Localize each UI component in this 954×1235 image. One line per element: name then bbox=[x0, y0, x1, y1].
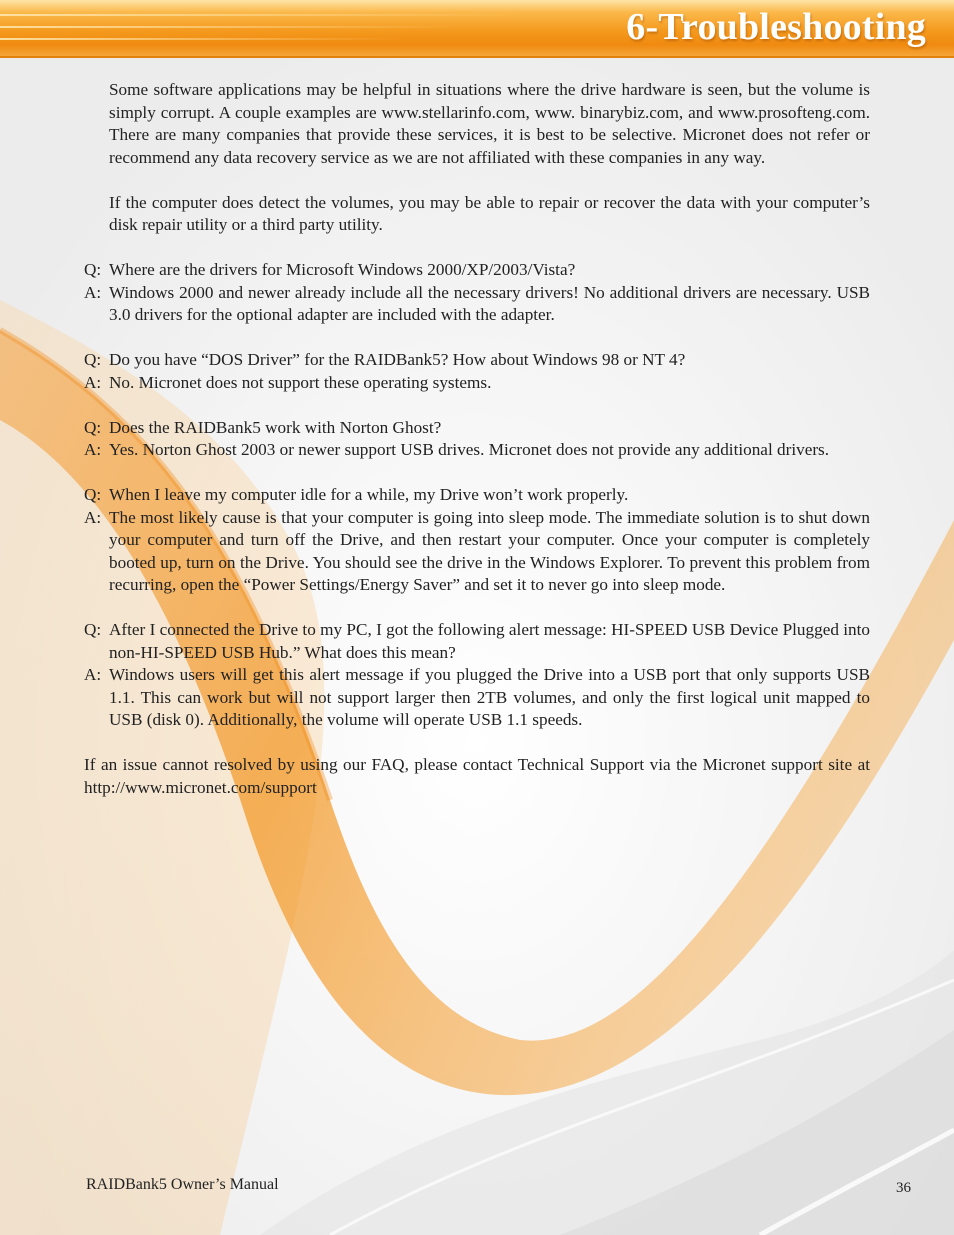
answer-label: A: bbox=[84, 372, 102, 392]
question-label: Q: bbox=[84, 350, 102, 369]
question-label: Q: bbox=[84, 620, 102, 639]
faq-item bbox=[84, 417, 870, 462]
question-text: After I connected the Drive to my PC, I got the following alert message: HI-SPEED USB Device Plugged into non-HI-SPEED USB Hub.” What does this mean? bbox=[109, 620, 870, 662]
intro-paragraph: Some software applications may be helpful in situations where the drive hardware is seen, but the volume is simply corrupt. A couple examples are www.stellarinfo.com, www. binarybiz.com, and www.prosofteng.com. There are many companies that provide these services, it is best to be selective. Micronet does not refer or recommend any data recovery service as we are not affiliated with these companies in any way. bbox=[109, 80, 870, 167]
faq-item bbox=[84, 259, 870, 327]
question-text: When I leave my computer idle for a while, my Drive won’t work properly. bbox=[109, 485, 629, 504]
question-label: Q: bbox=[84, 485, 102, 504]
support-paragraph: If an issue cannot resolved by using our FAQ, please contact Technical Support via the Micronet support site at http://www.micronet.com/support bbox=[84, 755, 870, 797]
answer-text: Yes. Norton Ghost 2003 or newer support USB drives. Micronet does not provide any additional drivers. bbox=[109, 440, 830, 459]
answer-label: A: bbox=[84, 282, 102, 302]
faq-item bbox=[84, 619, 870, 732]
answer-label: A: bbox=[84, 665, 102, 684]
question-label: Q: bbox=[84, 260, 102, 279]
chapter-title: 6-Troubleshooting bbox=[626, 6, 926, 48]
question-text: Do you have “DOS Driver” for the RAIDBank5? How about Windows 98 or NT 4? bbox=[109, 350, 686, 369]
answer-text: Windows 2000 and newer already include all the necessary drivers! No additional drivers are necessary. USB 3.0 drivers for the optional adapter are included with the adapter. bbox=[109, 282, 870, 324]
answer-label: A: bbox=[84, 507, 102, 527]
faq-item bbox=[84, 349, 870, 394]
page-body bbox=[84, 79, 870, 822]
footer-page-number: 36 bbox=[896, 1180, 911, 1196]
answer-label: A: bbox=[84, 440, 102, 459]
answer-text: Windows users will get this alert message if you plugged the Drive into a USB port that only supports USB 1.1. This can work but will not support larger then 2TB volumes, and only the first logical unit mapped to USB (disk 0). Additionally, the volume will operate USB 1.1 speeds. bbox=[109, 665, 870, 729]
question-label: Q: bbox=[84, 417, 102, 437]
faq-item bbox=[84, 484, 870, 597]
chapter-header-bar bbox=[0, 0, 954, 58]
question-text: Where are the drivers for Microsoft Windows 2000/XP/2003/Vista? bbox=[109, 260, 576, 279]
answer-text: No. Micronet does not support these operating systems. bbox=[109, 372, 492, 392]
intro-paragraph: If the computer does detect the volumes, you may be able to repair or recover the data with your computer’s disk repair utility or a third party utility. bbox=[109, 192, 870, 234]
footer-manual-name: RAIDBank5 Owner’s Manual bbox=[86, 1176, 279, 1193]
question-text: Does the RAIDBank5 work with Norton Ghost? bbox=[109, 417, 442, 437]
answer-text: The most likely cause is that your computer is going into sleep mode. The immediate solution is to shut down your computer and turn off the Drive, and then restart your computer. Once your computer is completely booted up, turn on the Drive. You should see the drive in the Windows Explorer. To prevent this problem from recurring, open the “Power Settings/Energy Saver” and set it to never go into sleep mode. bbox=[109, 507, 870, 594]
